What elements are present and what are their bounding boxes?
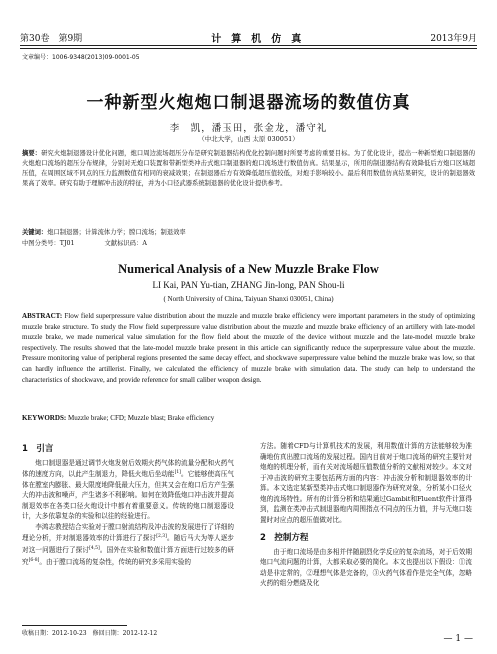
section-1-heading: 1 引言 xyxy=(22,444,54,454)
section-2-heading: 2 控制方程 xyxy=(260,533,309,543)
running-header xyxy=(20,30,477,44)
authors-english: LI Kai, PAN Yu-tian, ZHANG Jin-long, PAN Shou-li xyxy=(152,280,345,290)
paragraph-text: 。国外在实验和数值计算方面进行过较多的研究 xyxy=(22,546,234,566)
page-number: — 1 — xyxy=(443,634,473,644)
paragraph-text: 。它能够使高压气体在膛室内膨胀、最大限度地降低最大压力，但其又会在炮口后方产生强大的冲击波和噪声，产生诸多不利影响。如何在效降低炮口冲击波并提高制退效率在各类口径火炮设计中都有着重要意义。传统的炮口制退器设计，大多依靠复杂的实验和以往的经验进行。 xyxy=(22,470,235,521)
footnote-rule xyxy=(22,625,127,626)
citation: [2,3] xyxy=(156,534,167,540)
classification xyxy=(22,238,177,247)
abstract-english-text: Flow field superpressure value distribution about the muzzle and muzzle brake efficiency were important parameters in the study of optimizing muzzle brake structure. To study the Flow field superpressure value distribution about the muzzle and muzzle brake efficiency of an artillery with late-model muzzle brake, we made numerical value simulation for the flow field about the muzzle of the device without muzzle and the late-model muzzle brake respectively. The results showed that the late-model muzzle brake present in this article can significantly reduce the superpressure value about the muzzle. Pressure monitoring value of peripheral regions presented the same decay effect, and shockwave superpressure value behind the muzzle brake was low, so that can hardly influence the artillerist. Finally, we calculated the efficiency of muzzle brake with simulation data. The study can help to understand the characteristics of shockwave, and provide reference for small caliber weapon design. xyxy=(22,312,475,384)
paragraph-text: 。由于膛口流场的复杂性，传统的研究多采用实验的 xyxy=(39,557,192,566)
affiliation-chinese: （中北大学，山西 太原 030051） xyxy=(198,135,299,143)
abstract-chinese-label: 摘要： xyxy=(22,150,42,157)
section-2-paragraph: 由于炮口流场是由多相并伴随剧烈化学反应的复杂流场，对于后效期炮口气流问题的计算，大都采取必要的简化。本文也提出以下假设：①流动是非定常的，②理想气体是完备的，③火药气体看作是完全气体，忽略火药的组分燃烧及化 xyxy=(260,547,472,587)
paragraph-text: 李鸿志教授结合实验对于膛口射流结构及冲击波的发展进行了详细的理论分析，并对制退器效率的计算进行了探讨 xyxy=(22,522,234,543)
paragraph-text: 。随后马大为等人逐步对这一问题进行了探讨 xyxy=(22,534,234,555)
journal-name: 计算机仿真 xyxy=(211,33,312,45)
affiliation-english: ( North University of China, Taiyuan Shanxi 030051, China) xyxy=(163,295,334,303)
title-english: Numerical Analysis of a New Muzzle Brake Flow xyxy=(118,262,379,276)
paragraph-text: 炮口制退器是通过调节火炮发射后效期火药气体的流量分配和火药气体的速度方向，以此产生制退力，降低火炮后坐动能 xyxy=(22,458,234,479)
keywords-chinese xyxy=(22,227,475,236)
section-1-paragraph-1 xyxy=(22,458,234,522)
abstract-english-label: ABSTRACT: xyxy=(22,312,63,320)
keywords-english xyxy=(22,414,475,422)
citation: [4,5] xyxy=(89,545,100,551)
right-paragraph-1: 方法。随着CFD与计算机技术的发展，利用数值计算的方法能够较为准确地仿真出膛口流场的发展过程。国内目前对于炮口流场的研究主要针对炮炮的机理分析，而有关对流场超压值数值分析的文献相对较少。本文对于冲击波的研究主要包括两方面的内容：冲击波分析和制退器效率的计算。本文选定某新型类冲击式炮口制退器作为研究对象，分析某小口径火炮的流场特性。所有的计算分析和结果通过Gambit和Fluent软件计算得到，监测在类冲击式制退器炮内周围指点不同点的压力值，并与无炮口装置时对应点的超压值做对比。 xyxy=(260,442,472,524)
issue-date: 2013年9月 xyxy=(430,33,477,44)
abstract-english xyxy=(22,311,475,385)
citation: [1] xyxy=(174,470,181,475)
citation: [6-8] xyxy=(28,557,40,563)
authors-chinese: 李 凯，潘玉田，张金龙，潘守礼 xyxy=(169,123,328,134)
keywords-chinese-text: 炮口制退器；计算流体力学；膛口流场；制退效率 xyxy=(47,229,186,236)
keywords-english-label: KEYWORDS: xyxy=(22,414,67,422)
header-rule xyxy=(20,45,477,46)
received-date: 收稿日期：2012-10-23 修回日期：2012-12-12 xyxy=(22,630,158,637)
section-1-paragraph-2 xyxy=(22,522,234,568)
title-chinese: 一种新型火炮炮口制退器流场的数值仿真 xyxy=(86,93,411,113)
header-rule-thin xyxy=(20,48,477,49)
body-column-left xyxy=(22,441,234,567)
document-code: 文献标识码：A xyxy=(104,240,147,247)
keywords-chinese-label: 关键词： xyxy=(22,229,48,236)
volume-issue: 第30卷 第9期 xyxy=(20,33,83,44)
article-number: 文章编号：1006-9348(2013)09-0001-05 xyxy=(22,54,140,61)
clc-number: 中图分类号：TJ01 xyxy=(22,240,75,247)
abstract-chinese-text: 研究火炮制退器设计优化问题，炮口周边流场超压分布是研究制退器结构优化控制问题时所要考虑的重要目标。为了优化设计，提出一种新型炮口制退器的火炮炮口流场的超压分布规律，分别对无炮口装置和带新型类冲击式炮口制退器的炮口流场进行数值仿真。结果显示，所用的制退器结构有效降低后方炮口区域超压值，在周围区域不同点的压力监测数值有相同的衰减效果；在制退器后方有效降低超压值较低，对炮手影响较小。最后利用数值仿真结果研究，设计的制退器效果高了效率。研究有助于理解冲击波的特征，并为小口径武器系统制退器的优化设计提供参考。 xyxy=(22,150,476,187)
keywords-english-text: Muzzle brake; CFD; Muzzle blast; Brake efficiency xyxy=(66,414,215,422)
body-column-right xyxy=(260,441,472,589)
abstract-chinese xyxy=(22,149,475,189)
